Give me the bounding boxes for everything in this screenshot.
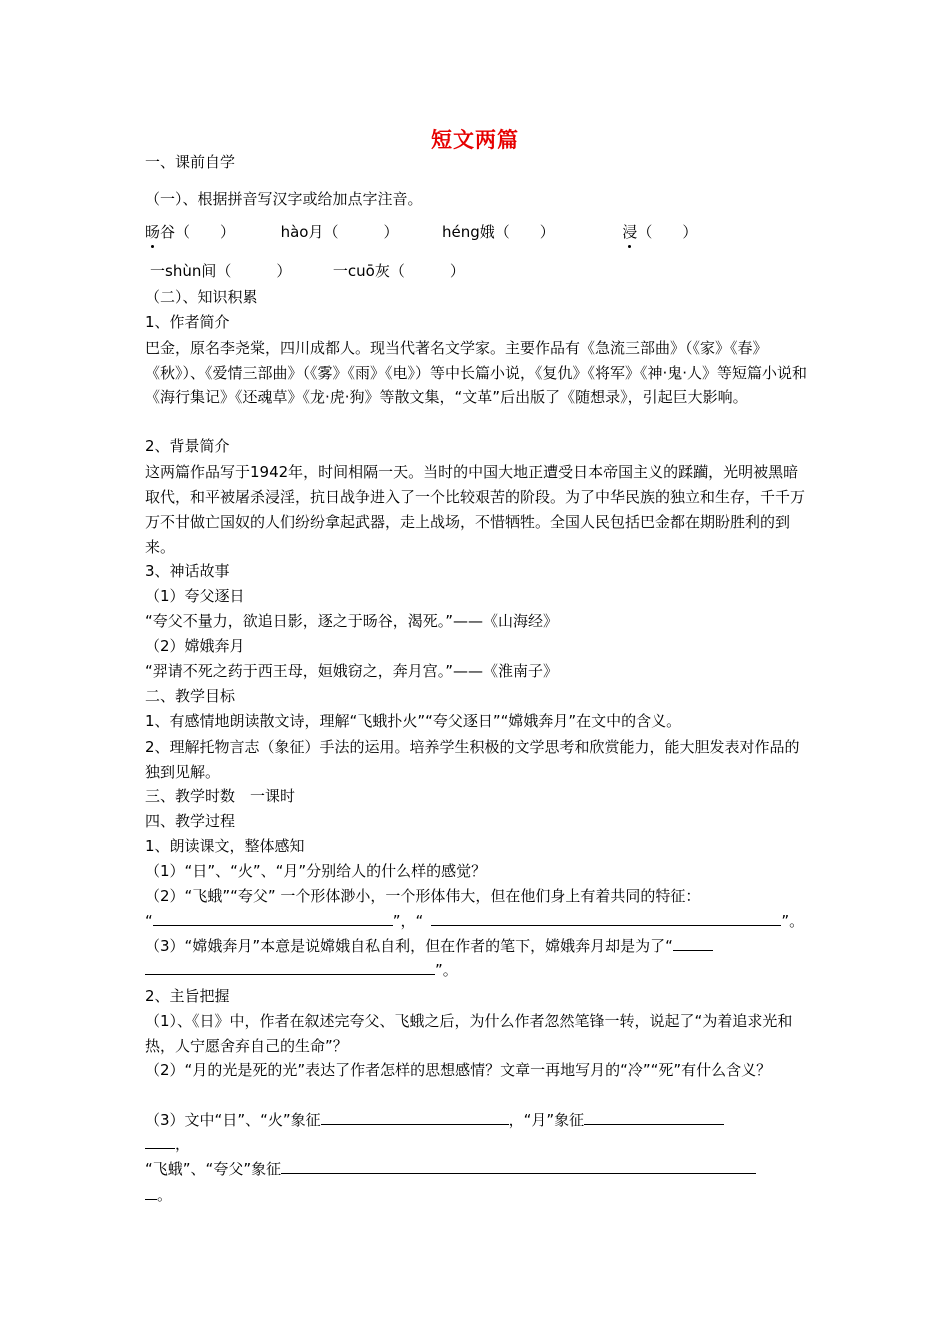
myth-quote: “羿请不死之药于西王母，姮娥窃之，奔月宫。”——《淮南子》 [145,662,559,680]
question: “飞蛾”、“夸父”象征 [145,1158,756,1180]
answer-blank[interactable] [281,1158,756,1174]
subsection-heading: （二）、知识积累 [145,288,258,306]
pinyin-item: hào月（ ） [280,223,399,241]
item-heading: 2、背景简介 [145,437,230,455]
myth-quote: “夸父不量力，欲追日影，逐之于旸谷，渴死。”——《山海经》 [145,612,559,630]
question: （3）“嫦娥奔月”本意是说嫦娥自私自利，但在作者的笔下，嫦娥奔月却是为了“ [145,935,713,957]
pinyin-item: 浸（ ） [622,223,698,241]
answer-line: “ ”，“ ”。 [145,912,805,930]
answer-line: 。 [145,1184,172,1206]
goal-item: 2、理解托物言志（象征）手法的运用。培养学生积极的文学思考和欣赏能力，能大胆发表对作品的独到见解。 [145,738,800,781]
pinyin-row-1 [145,221,697,243]
page-title: 短文两篇 [431,128,519,152]
answer-blank[interactable] [145,1133,175,1149]
question: （2）“月的光是死的光”表达了作者怎样的思想感情？文章一再地写月的“冷”“死”有什么含义？ [145,1061,772,1079]
answer-blank[interactable] [431,910,781,926]
myth-title: （1）夸父逐日 [145,587,245,605]
section-heading: 三、教学时数 一课时 [145,787,296,805]
author-paragraph: 巴金，原名李尧棠，四川成都人。现当代著名文学家。主要作品有《急流三部曲》（《家》《春》《秋》）、《爱情三部曲》（《雾》《雨》《电》）等中长篇小说，《复仇》《将军》《神·鬼·人》等短篇小说和《海行集记》《还魂草》《龙·虎·狗》等散文集，“文革”后出版了《随想录》，引起巨大影响。 [145,339,808,406]
answer-line: ， [145,1133,190,1155]
answer-blank[interactable] [673,935,713,951]
answer-blank[interactable] [584,1109,724,1125]
subsection-heading: （一）、根据拼音写汉字或给加点字注音。 [145,190,423,208]
pinyin-item: 旸谷（ ） [145,223,236,241]
answer-blank[interactable] [145,959,435,975]
answer-blank[interactable] [153,910,393,926]
section-heading: 四、教学过程 [145,812,236,830]
pinyin-item: 一shùn间（ ） [150,262,292,280]
question: （1）“日”、“火”、“月”分别给人的什么样的感觉？ [145,862,487,880]
question: （1）、《日》中，作者在叙述完夸父、飞蛾之后，为什么作者忽然笔锋一转，说起了“为着追求光和热，人宁愿舍弃自己的生命”？ [145,1012,793,1055]
question: （3）文中“日”、“火”象征 ，“月”象征 [145,1109,724,1131]
pinyin-row-2 [150,260,465,282]
pinyin-item: 一cuō灰（ ） [332,262,465,280]
item-heading: 1、作者简介 [145,313,230,331]
item-heading: 2、主旨把握 [145,987,230,1005]
item-heading: 3、神话故事 [145,562,230,580]
section-heading: 二、教学目标 [145,687,236,705]
goal-item: 1、有感情地朗读散文诗，理解“飞蛾扑火”“夸父逐日”“嫦娥奔月”在文中的含义。 [145,712,682,730]
answer-blank[interactable] [145,1184,157,1200]
answer-line: ”。 [145,959,458,981]
answer-blank[interactable] [321,1109,509,1125]
question: （2）“飞蛾”“夸父” 一个形体渺小，一个形体伟大，但在他们身上有着共同的特征： [145,887,701,905]
item-heading: 1、朗读课文，整体感知 [145,837,305,855]
pinyin-item: héng娥（ ） [442,223,555,241]
myth-title: （2）嫦娥奔月 [145,637,245,655]
section-heading: 一、课前自学 [145,153,236,171]
background-paragraph: 这两篇作品写于1942年，时间相隔一天。当时的中国大地正遭受日本帝国主义的蹂躏，光明被黑暗取代，和平被屠杀浸淫，抗日战争进入了一个比较艰苦的阶段。为了中华民族的独立和生存，千千万万不甘做亡国奴的人们纷纷拿起武器，走上战场，不惜牺牲。全国人民包括巴金都在期盼胜利的到来。 [145,463,806,556]
